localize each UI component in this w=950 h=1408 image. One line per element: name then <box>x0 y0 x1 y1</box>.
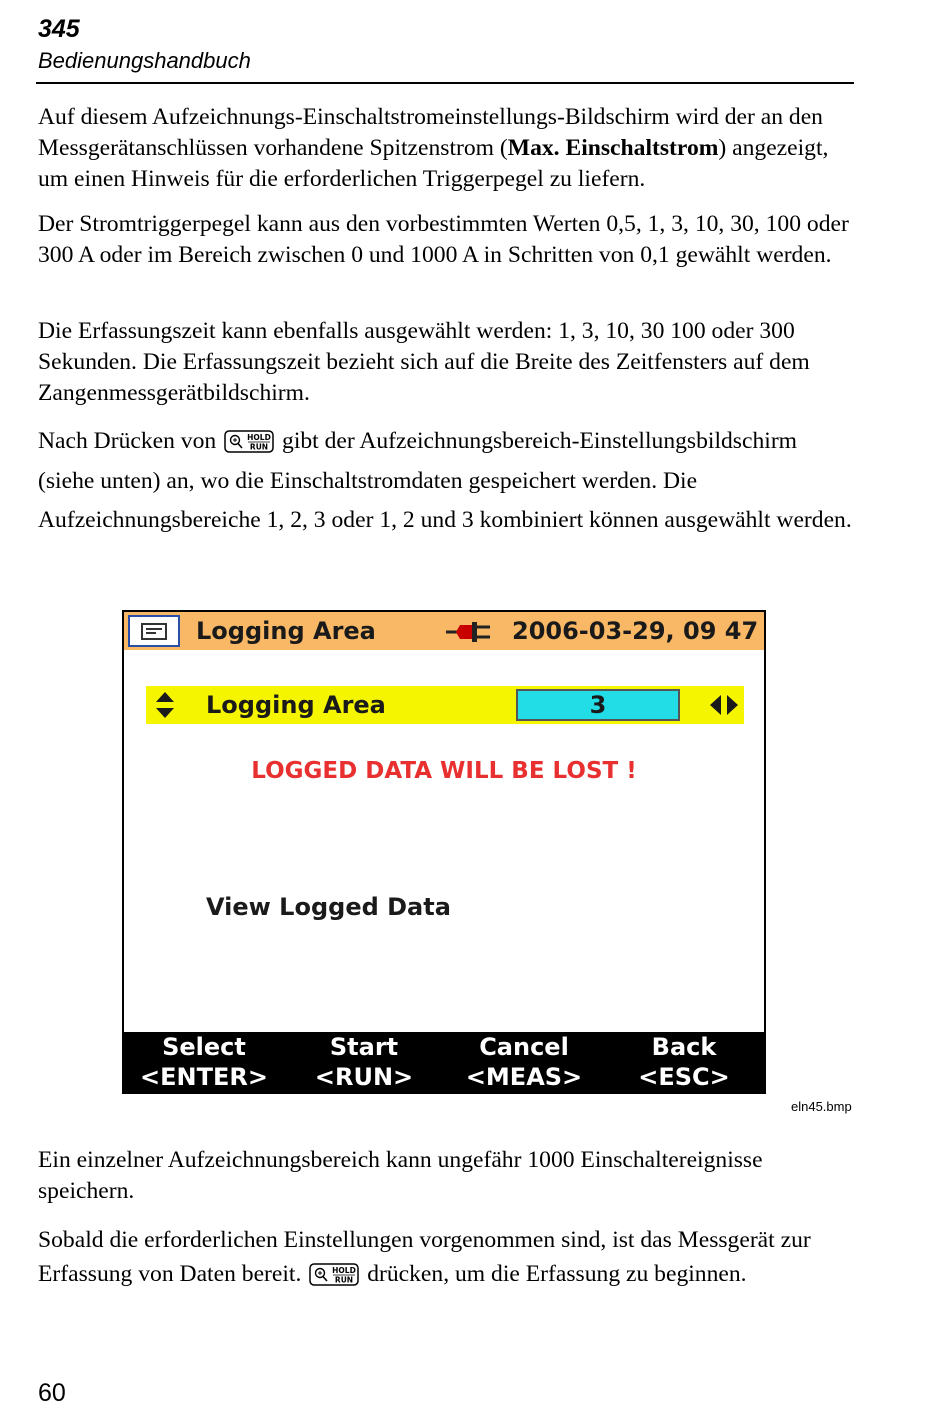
softkey-select-key: <ENTER> <box>140 1063 268 1091</box>
logging-area-selector-row[interactable] <box>146 686 744 724</box>
softkey-back-key: <ESC> <box>638 1063 730 1091</box>
screen-title: Logging Area <box>196 617 376 645</box>
p4-text-b: gibt der Aufzeichnungsbereich-Einstellungsbildschirm (siehe unten) an, wo die Einschaltstromdaten gespeichert werden. Die Aufzeichnungsbereiche 1, 2, 3 oder 1, 2 und 3 kombiniert können ausgewählt werden. <box>38 428 852 533</box>
softkey-cancel-label: Cancel <box>479 1033 569 1061</box>
logging-area-value[interactable]: 3 <box>516 689 680 721</box>
softkey-start[interactable] <box>284 1032 444 1092</box>
paragraph-peak-current <box>38 102 858 195</box>
instrument-screen <box>122 610 766 1094</box>
p6-text-b: drücken, um die Erfassung zu beginnen. <box>367 1261 747 1287</box>
chapter-number: 345 <box>38 15 80 43</box>
manual-title: Bedienungshandbuch <box>38 48 251 73</box>
p1-bold-term: Max. Einschaltstrom <box>507 135 719 161</box>
p4-text-a: Nach Drücken von <box>38 428 217 454</box>
header-rule <box>36 82 854 84</box>
softkey-cancel-key: <MEAS> <box>465 1063 583 1091</box>
paragraph-trigger-level: Der Stromtriggerpegel kann aus den vorbestimmten Werten 0,5, 1, 3, 10, 30, 100 oder 300 A oder im Bereich zwischen 0 und 1000 A in Schritten von 0,1 gewählt werden. <box>38 211 849 268</box>
softkey-select-label: Select <box>162 1033 246 1061</box>
softkey-select[interactable] <box>124 1032 284 1092</box>
paragraph-logging-area <box>38 422 858 541</box>
paragraph-capture-time: Die Erfassungszeit kann ebenfalls ausgewählt werden: 1, 3, 10, 30 100 oder 300 Sekunden. Die Erfassungszeit bezieht sich auf die Breite des Zeitfensters auf dem Zangenmessgerätbildschirm. <box>38 318 810 406</box>
softkey-bar <box>124 1032 764 1092</box>
p1-text-b: ) angezeigt, um einen Hinweis für die erforderlichen Triggerpegel zu liefern. <box>38 135 829 192</box>
softkey-start-key: <RUN> <box>314 1063 414 1091</box>
paragraph-capacity: Ein einzelner Aufzeichnungsbereich kann ungefähr 1000 Einschaltereignisse speichern. <box>38 1147 763 1204</box>
up-down-arrow-icon <box>156 692 174 718</box>
logging-area-label: Logging Area <box>206 691 386 719</box>
hold-run-button-icon <box>224 430 274 453</box>
menu-icon[interactable] <box>128 615 180 647</box>
screen-title-bar <box>124 612 764 650</box>
glyph-top-label: HOLD <box>247 433 271 442</box>
softkey-back[interactable] <box>604 1032 764 1092</box>
hold-run-button-icon-2 <box>309 1263 359 1286</box>
screen-datetime: 2006-03-29, 09 47 <box>512 617 759 645</box>
view-logged-data-item[interactable]: View Logged Data <box>206 893 451 921</box>
paragraph-start-capture <box>38 1223 858 1291</box>
softkey-cancel[interactable] <box>444 1032 604 1092</box>
page-number: 60 <box>38 1379 66 1407</box>
left-right-arrow-icon <box>710 695 738 715</box>
glyph-bottom-label: RUN <box>250 442 269 452</box>
p6-text-a: Sobald die erforderlichen Einstellungen vorgenommen sind, ist das Messgerät zur Erfassung von Daten bereit. <box>38 1227 811 1287</box>
glyph-bottom-label: RUN <box>335 1275 354 1285</box>
p1-text-a: Auf diesem Aufzeichnungs-Einschaltstromeinstellungs-Bildschirm wird der an den Messgerätanschlüssen vorhandene Spitzenstrom ( <box>38 104 823 161</box>
softkey-start-label: Start <box>329 1033 399 1061</box>
figure-caption: eln45.bmp <box>791 1099 852 1114</box>
glyph-top-label: HOLD <box>332 1266 357 1275</box>
softkey-back-label: Back <box>651 1033 717 1061</box>
data-loss-warning: LOGGED DATA WILL BE LOST ! <box>251 758 637 784</box>
plug-icon <box>446 621 494 643</box>
